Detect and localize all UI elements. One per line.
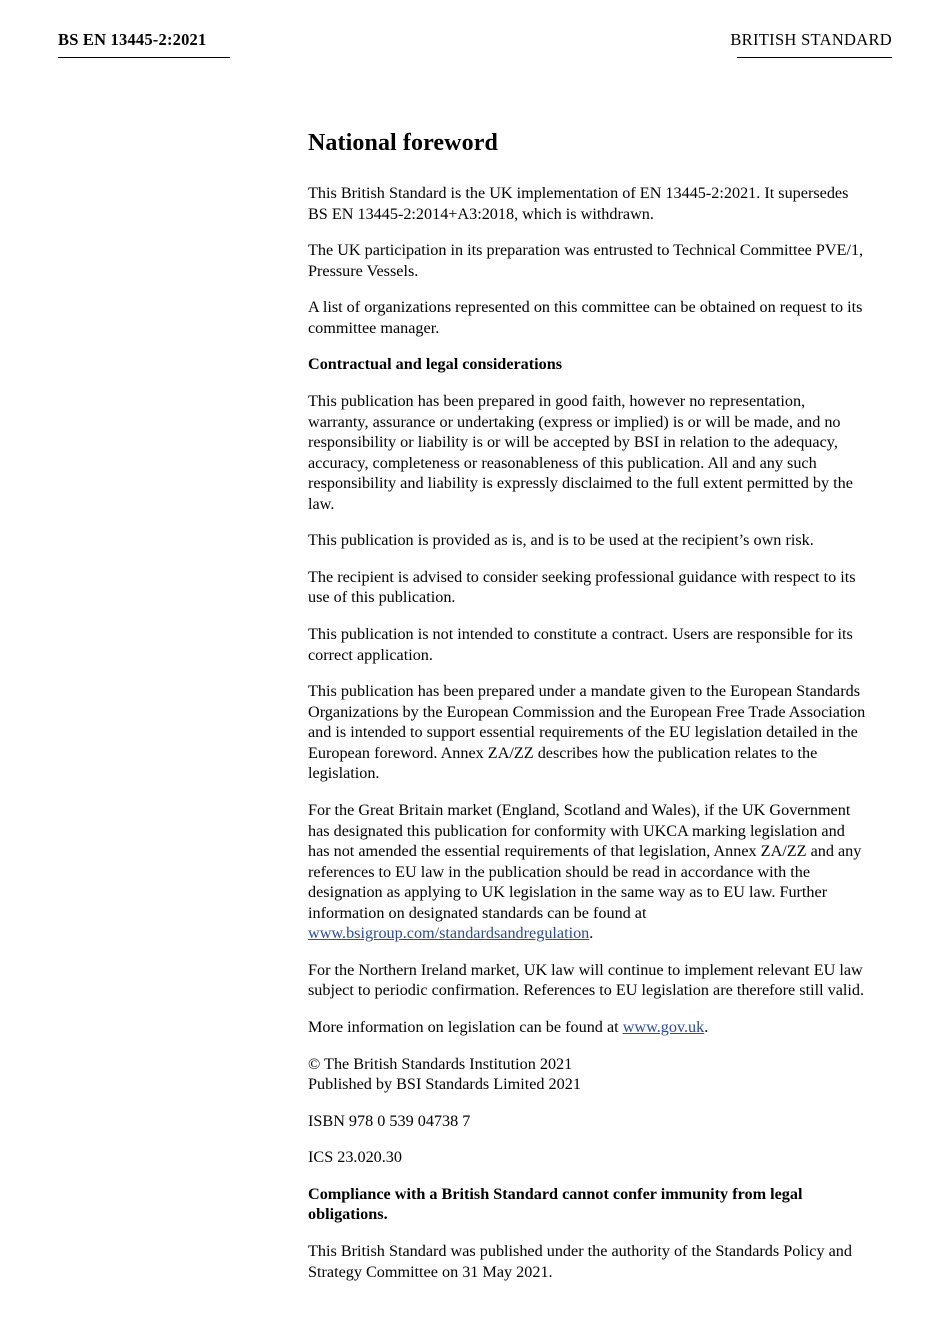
compliance-note: Compliance with a British Standard cannot confer immunity from legal obligations. xyxy=(308,1184,803,1224)
copyright-line-1: © The British Standards Institution 2021 xyxy=(308,1054,573,1073)
paragraph-ni-market: For the Northern Ireland market, UK law will continue to implement relevant EU law subject to periodic confirmation. References to EU legislation are therefore still valid. xyxy=(308,960,865,1000)
subheading-contractual-legal: Contractual and legal considerations xyxy=(308,355,563,374)
paragraph-implementation: This British Standard is the UK implementation of EN 13445-2:2021. It supersedes BS EN 13445-2:2014+A3:2018, which is withdrawn. xyxy=(308,184,849,223)
paragraph-professional-guidance: The recipient is advised to consider seeking professional guidance with respect to its use of this publication. xyxy=(308,567,856,607)
page-header xyxy=(58,30,892,66)
paragraph-gb-market xyxy=(308,800,868,944)
isbn-line: ISBN 978 0 539 04738 7 xyxy=(308,1111,471,1130)
header-rule-right xyxy=(737,57,892,58)
gb-market-text-end: . xyxy=(589,924,594,943)
bsigroup-link[interactable]: www.bsigroup.com/standardsandregulation xyxy=(308,924,590,943)
gb-market-text: For the Great Britain market (England, Scotland and Wales), if the UK Government has designated this publication for conformity with UKCA marking legislation and has not amended the essential requirements of that legislation, Annex ZA/ZZ and any references to EU law in the publication should be read in accordance with the designation as applying to UK legislation in the same way as to EU law. Further information on designated standards can be found at xyxy=(308,800,862,922)
paragraph-not-contract: This publication is not intended to constitute a contract. Users are responsible for its correct application. xyxy=(308,625,853,664)
ics-line: ICS 23.020.30 xyxy=(308,1148,402,1167)
govuk-link[interactable]: www.gov.uk xyxy=(622,1018,705,1036)
paragraph-mandate: This publication has been prepared under a mandate given to the European Standards Organizations by the European Commission and the European Free Trade Association and is intended to support essential requirements of the EU legislation detailed in the European foreword. Annex ZA/ZZ describes how the publication relates to the legislation. xyxy=(308,682,866,783)
authority-note: This British Standard was published under the authority of the Standards Policy and Strategy Committee on 31 May 2021. xyxy=(308,1241,852,1281)
legislation-text-end: . xyxy=(704,1018,709,1036)
paragraph-legislation-info xyxy=(308,1017,868,1038)
paragraph-good-faith: This publication has been prepared in good faith, however no representation, warranty, assurance or undertaking (express or implied) is or will be made, and no responsibility or liability is or will be accepted by BSI in relation to the adequacy, accuracy, completeness or reasonableness of this publication. All and any such responsibility and liability is expressly disclaimed to the full extent permitted by the law. xyxy=(308,391,853,513)
paragraph-organizations: A list of organizations represented on this committee can be obtained on request to its committee manager. xyxy=(308,298,863,337)
copyright-line-2: Published by BSI Standards Limited 2021 xyxy=(308,1075,581,1094)
paragraph-committee: The UK participation in its preparation was entrusted to Technical Committee PVE/1, Pressure Vessels. xyxy=(308,241,864,280)
legislation-text: More information on legislation can be found at xyxy=(308,1018,623,1036)
paragraph-as-is: This publication is provided as is, and is to be used at the recipient’s own risk. xyxy=(308,531,814,550)
publisher-label: BRITISH STANDARD xyxy=(730,30,892,49)
page-content xyxy=(308,130,868,1298)
header-rule-left xyxy=(58,57,230,58)
page-title: National foreword xyxy=(308,130,498,156)
standard-reference: BS EN 13445-2:2021 xyxy=(58,30,207,49)
